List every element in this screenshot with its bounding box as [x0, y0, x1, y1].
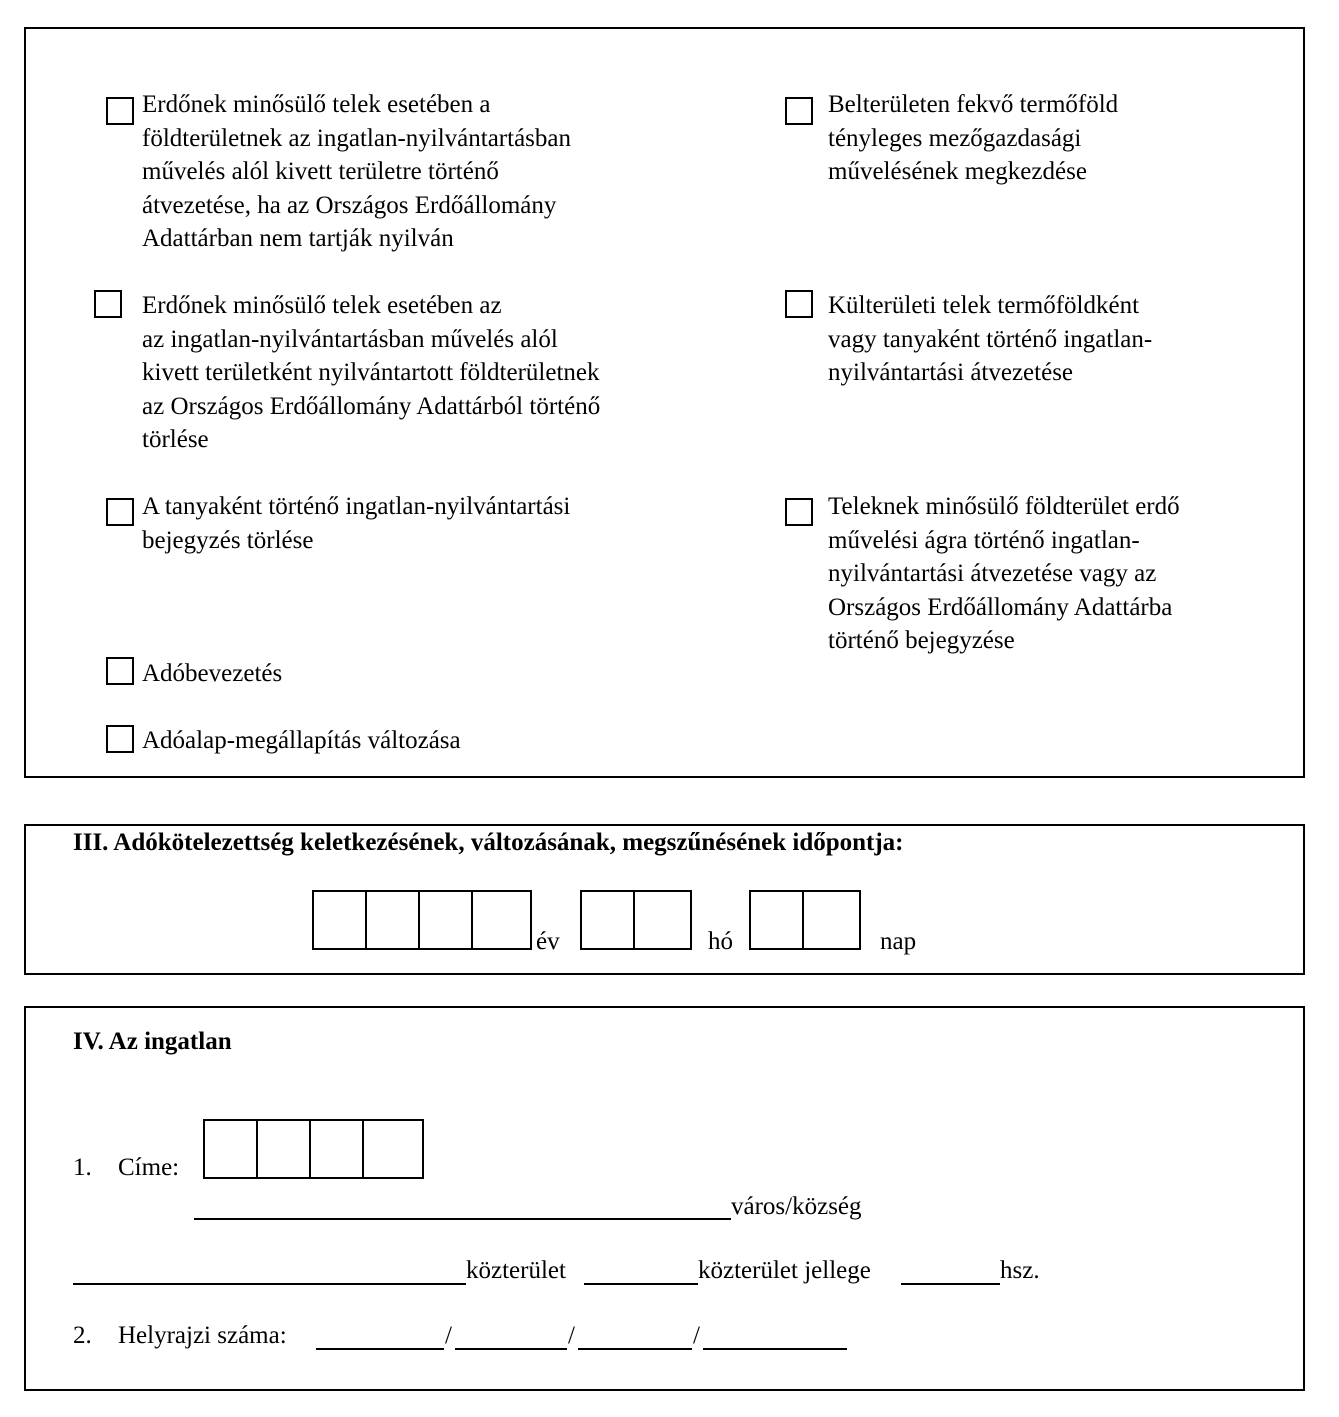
- parcel-separator: /: [445, 1322, 452, 1349]
- option-line: Erdőnek minősülő telek esetében az: [142, 292, 502, 319]
- option-line: az ingatlan-nyilvántartásban művelés alól: [142, 325, 558, 353]
- option-outer-land-registration-label: [828, 289, 1152, 390]
- year-digit-cell[interactable]: [420, 892, 473, 948]
- option-line: kivett területként nyilvántartott földterületnek: [142, 359, 600, 386]
- month-input[interactable]: [580, 890, 692, 950]
- parcel-label: Helyrajzi száma:: [118, 1322, 287, 1349]
- checkbox-inner-land-cultivation[interactable]: [785, 97, 813, 125]
- option-line: Külterületi telek termőföldként: [828, 292, 1140, 319]
- option-line: az Országos Erdőállomány Adattárból történő: [142, 392, 601, 420]
- option-line: földterületnek az ingatlan-nyilvántartásban: [142, 124, 571, 152]
- option-line: művelési ágra történő ingatlan-: [828, 526, 1140, 554]
- property-section: [24, 1006, 1305, 1391]
- option-line: Teleknek minősülő földterület erdő: [828, 493, 1180, 520]
- option-line: Belterületen fekvő termőföld: [828, 91, 1119, 118]
- address-item-number: 1.: [73, 1154, 92, 1181]
- postal-code-digit-cell[interactable]: [205, 1121, 258, 1177]
- parcel-separator: /: [568, 1322, 575, 1349]
- option-line: Adóbevezetés: [142, 660, 283, 687]
- street-input-line[interactable]: [73, 1283, 466, 1285]
- options-section: [24, 27, 1305, 778]
- option-plot-to-forest-label: [828, 490, 1180, 658]
- street-type-input-line[interactable]: [584, 1283, 698, 1285]
- parcel-separator: /: [693, 1322, 700, 1349]
- postal-code-digit-cell[interactable]: [258, 1121, 311, 1177]
- year-digit-cell[interactable]: [367, 892, 420, 948]
- street-type-label: közterület jellege: [698, 1257, 871, 1284]
- option-line: művelés alól kivett területre történő: [142, 158, 499, 185]
- parcel-part-1-input-line[interactable]: [316, 1348, 444, 1350]
- checkbox-outer-land-registration[interactable]: [785, 290, 813, 318]
- street-label: közterület: [466, 1257, 566, 1284]
- year-label: év: [536, 928, 560, 955]
- house-number-label: hsz.: [1000, 1257, 1040, 1284]
- day-label: nap: [880, 928, 917, 955]
- option-line: bejegyzés törlése: [142, 526, 314, 554]
- option-inner-land-cultivation-label: [828, 88, 1118, 189]
- option-line: tényleges mezőgazdasági: [828, 124, 1082, 152]
- day-input[interactable]: [749, 890, 861, 950]
- option-farmstead-deletion-label: [142, 490, 570, 557]
- checkbox-tax-introduction[interactable]: [106, 657, 134, 685]
- date-section-title: III. Adókötelezettség keletkezésének, változásának, megszűnésének időpontja:: [73, 829, 904, 856]
- option-forest-to-withdrawn-label: [142, 88, 571, 256]
- checkbox-tax-base-change[interactable]: [106, 725, 134, 753]
- city-input-line[interactable]: [194, 1218, 731, 1220]
- postal-code-digit-cell[interactable]: [364, 1121, 417, 1177]
- option-line: nyilvántartási átvezetése: [828, 359, 1074, 386]
- postal-code-input[interactable]: [203, 1119, 424, 1179]
- month-label: hó: [708, 928, 733, 955]
- option-line: nyilvántartási átvezetése vagy az: [828, 560, 1157, 587]
- postal-code-digit-cell[interactable]: [311, 1121, 364, 1177]
- address-label: Címe:: [118, 1154, 180, 1181]
- option-line: átvezetése, ha az Országos Erdőállomány: [142, 191, 557, 219]
- option-line: Adattárban nem tartják nyilván: [142, 225, 454, 252]
- option-line: Adóalap-megállapítás változása: [142, 727, 461, 754]
- city-label: város/község: [731, 1193, 862, 1220]
- year-input[interactable]: [312, 890, 532, 950]
- day-digit-cell[interactable]: [804, 892, 857, 948]
- day-digit-cell[interactable]: [751, 892, 804, 948]
- house-number-input-line[interactable]: [901, 1283, 1000, 1285]
- option-forest-deletion-label: [142, 289, 600, 457]
- checkbox-plot-to-forest[interactable]: [785, 498, 813, 526]
- option-line: Erdőnek minősülő telek esetében a: [142, 91, 491, 118]
- month-digit-cell[interactable]: [582, 892, 635, 948]
- property-section-title: IV. Az ingatlan: [73, 1028, 232, 1055]
- parcel-part-4-input-line[interactable]: [703, 1348, 847, 1350]
- option-line: A tanyaként történő ingatlan-nyilvántartási: [142, 493, 571, 520]
- option-line: vagy tanyaként történő ingatlan-: [828, 325, 1153, 353]
- parcel-item-number: 2.: [73, 1322, 92, 1349]
- option-line: művelésének megkezdése: [828, 158, 1087, 185]
- checkbox-farmstead-deletion[interactable]: [106, 498, 134, 526]
- year-digit-cell[interactable]: [314, 892, 367, 948]
- option-line: törlése: [142, 426, 209, 453]
- parcel-part-3-input-line[interactable]: [578, 1348, 692, 1350]
- parcel-part-2-input-line[interactable]: [455, 1348, 567, 1350]
- option-tax-introduction-label: [142, 657, 282, 691]
- year-digit-cell[interactable]: [473, 892, 526, 948]
- month-digit-cell[interactable]: [635, 892, 688, 948]
- checkbox-forest-deletion[interactable]: [94, 290, 122, 318]
- option-tax-base-change-label: [142, 724, 461, 758]
- checkbox-forest-to-withdrawn[interactable]: [106, 97, 134, 125]
- option-line: történő bejegyzése: [828, 627, 1015, 654]
- option-line: Országos Erdőállomány Adattárba: [828, 593, 1173, 621]
- date-section: [24, 824, 1305, 975]
